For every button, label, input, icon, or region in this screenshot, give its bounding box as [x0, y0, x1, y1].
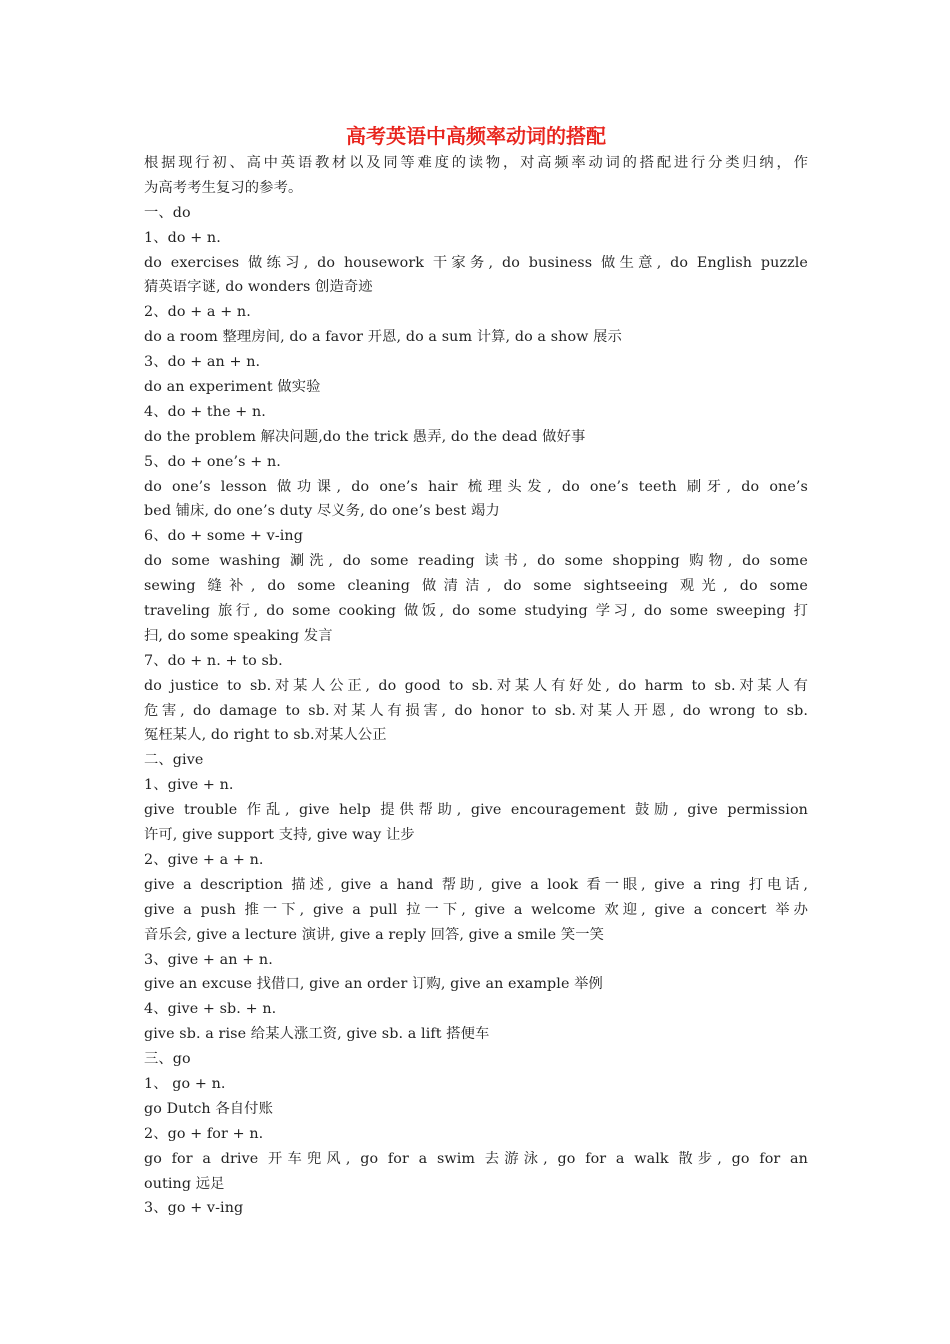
text-line: 1、give + n. — [144, 777, 234, 794]
text-line: 音乐会, give a lecture 演讲, give a reply 回答, give a smile 笑一笑 — [144, 926, 605, 943]
text-line: 二、give — [144, 752, 204, 769]
text-line: 2、do + a + n. — [144, 304, 251, 321]
text-line: 一、do — [144, 204, 191, 221]
text-line: 5、do + one’s + n. — [144, 453, 281, 470]
text-line: 3、give + an + n. — [144, 951, 273, 968]
text-line: 3、go + v-ing — [144, 1200, 244, 1217]
text-line: outing 远足 — [144, 1175, 225, 1192]
text-line: 根据现行初、高中英语教材以及同等难度的读物，对高频率动词的搭配进行分类归纳，作 — [144, 155, 808, 171]
text-line: 三、go — [144, 1051, 191, 1068]
text-line: do the problem 解决问题,do the trick 愚弄, do the dead 做好事 — [144, 428, 586, 445]
text-line: 2、go + for + n. — [144, 1125, 264, 1142]
text-line: 7、do + n. + to sb. — [144, 652, 283, 669]
text-line: bed 铺床, do one’s duty 尽义务, do one’s best 竭力 — [144, 503, 500, 520]
text-line: 为高考考生复习的参考。 — [144, 179, 303, 196]
text-line: 4、give + sb. + n. — [144, 1001, 277, 1018]
text-line: 4、do + the + n. — [144, 403, 266, 420]
text-line: 猜英语字谜, do wonders 创造奇迹 — [144, 279, 373, 296]
document-body — [144, 151, 808, 1221]
text-line: do an experiment 做实验 — [144, 379, 321, 396]
text-line: 1、 go + n. — [144, 1075, 226, 1092]
text-line: go Dutch 各自付账 — [144, 1100, 273, 1117]
text-line: give a description 描述, give a hand 帮助, give a look 看一眼, give a ring 打电话, — [144, 876, 808, 893]
text-line: 3、do + an + n. — [144, 354, 261, 371]
text-line: do a room 整理房间, do a favor 开恩, do a sum 计算, do a show 展示 — [144, 329, 622, 346]
text-line: do justice to sb.对某人公正, do good to sb.对某人有好处, do harm to sb.对某人有 — [144, 677, 808, 694]
text-line: 冤枉某人, do right to sb.对某人公正 — [144, 727, 387, 744]
text-line: 危害, do damage to sb.对某人有损害, do honor to sb.对某人开恩, do wrong to sb. — [144, 702, 808, 719]
document-title: 高考英语中高频率动词的搭配 — [346, 124, 606, 148]
text-line: do some washing 涮洗, do some reading 读书, do some shopping 购物, do some — [144, 553, 808, 570]
text-line: give a push 推一下, give a pull 拉一下, give a welcome 欢迎, give a concert 举办 — [144, 901, 808, 918]
text-line: give trouble 作乱, give help 提供帮助, give encouragement 鼓励, give permission — [144, 802, 808, 819]
text-line: 扫, do some speaking 发言 — [144, 627, 333, 644]
text-line: go for a drive 开车兜风, go for a swim 去游泳, go for a walk 散步, go for an — [144, 1150, 808, 1167]
text-line: give sb. a rise 给某人涨工资, give sb. a lift 搭便车 — [144, 1026, 490, 1043]
text-line: give an excuse 找借口, give an order 订购, give an example 举例 — [144, 976, 603, 993]
text-line: do one’s lesson 做功课, do one’s hair 梳理头发, do one’s teeth 刷牙, do one’s — [144, 478, 808, 495]
text-line: 许可, give support 支持, give way 让步 — [144, 827, 415, 844]
document-page — [144, 121, 808, 1221]
text-line: do exercises 做练习, do housework 干家务, do business 做生意, do English puzzle — [144, 254, 808, 271]
text-line: 1、do + n. — [144, 229, 221, 246]
text-line: 6、do + some + v-ing — [144, 528, 303, 545]
text-line: sewing 缝补, do some cleaning 做清洁, do some sightseeing 观光, do some — [144, 578, 808, 595]
text-line: traveling 旅行, do some cooking 做饭, do some studying 学习, do some sweeping 打 — [144, 603, 808, 620]
text-line: 2、give + a + n. — [144, 851, 264, 868]
